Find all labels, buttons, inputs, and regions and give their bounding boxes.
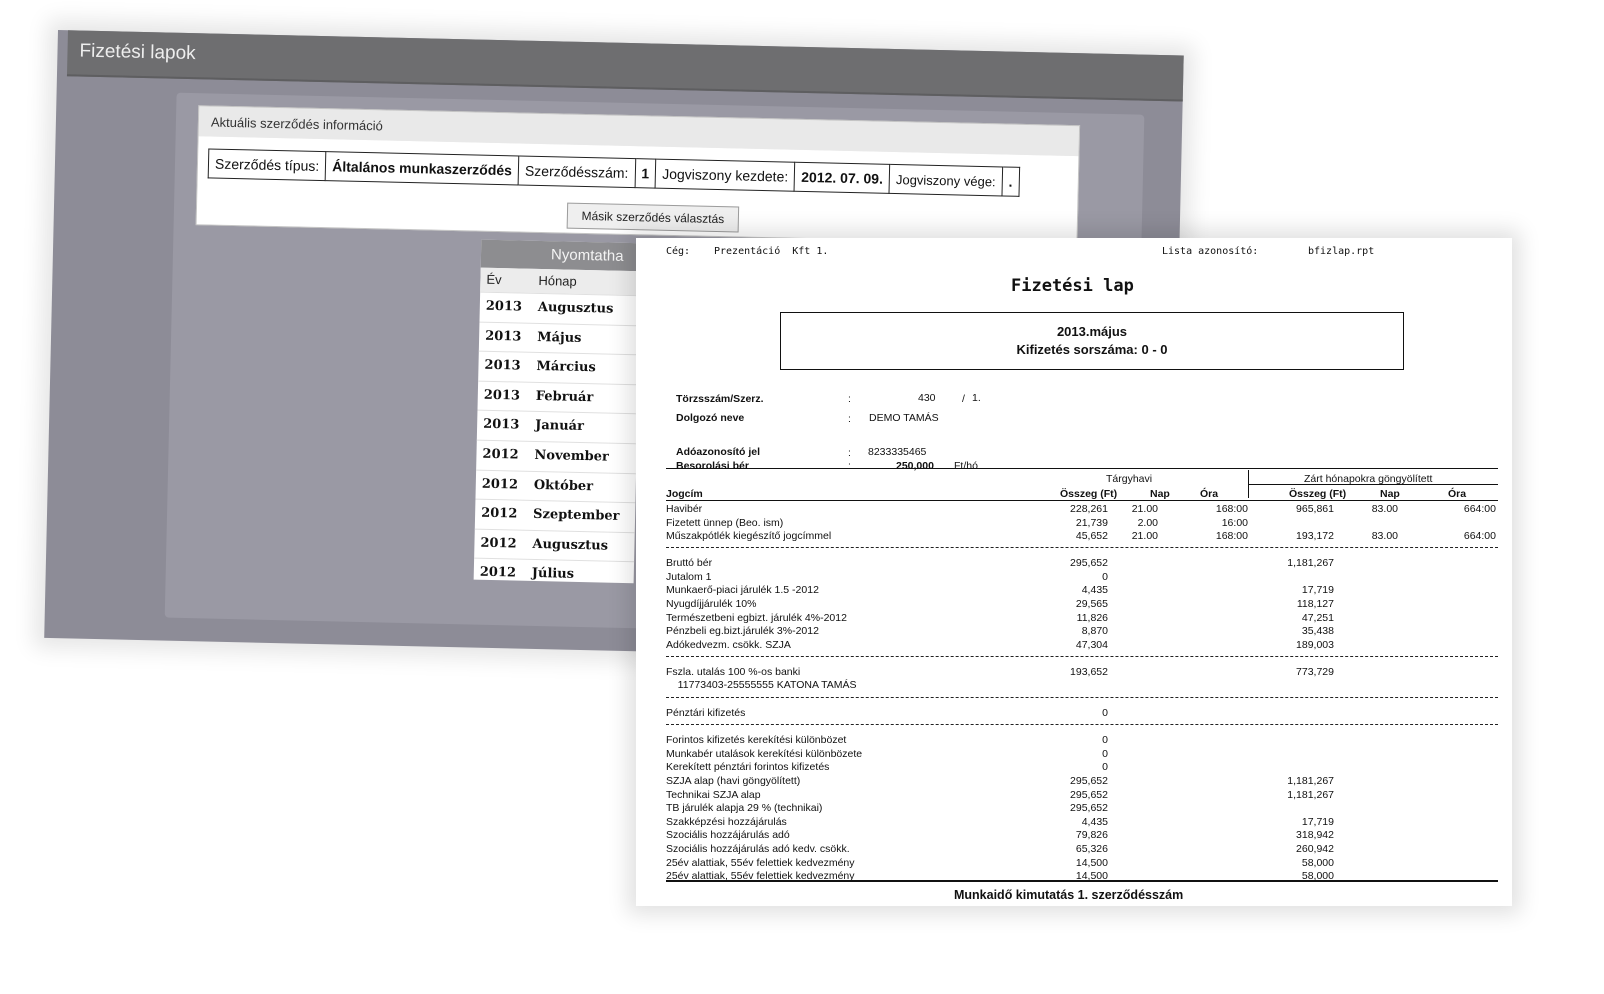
list-row[interactable]	[477, 410, 638, 443]
item-name: SZJA alap (havi göngyölített)	[666, 775, 801, 787]
contract-start-label: Jogviszony kezdete:	[655, 159, 795, 191]
torzs-colon: :	[848, 393, 851, 405]
current-amount: 295,652	[1070, 557, 1108, 569]
column-year[interactable]: Év	[486, 271, 502, 288]
current-amount: 14,500	[1075, 870, 1108, 882]
contract-number-value: 1	[635, 159, 656, 188]
row-year: 2012	[480, 505, 518, 522]
cumulative-days: 83.00	[1371, 530, 1398, 542]
current-days: 2.00	[1137, 517, 1158, 529]
header-hour: Óra	[1200, 488, 1219, 500]
header-cum-hour: Óra	[1448, 488, 1467, 500]
current-amount: 21,739	[1075, 517, 1108, 529]
cumulative-amount: 17,719	[1301, 584, 1334, 596]
item-name: Adókedvezm. csökk. SZJA	[666, 639, 791, 651]
cumulative-amount: 58,000	[1301, 857, 1334, 869]
torzs-szerz: 1.	[972, 392, 981, 404]
list-row[interactable]	[476, 440, 637, 473]
row-year: 2013	[484, 357, 521, 374]
current-amount: 295,652	[1070, 789, 1108, 801]
tax-id-value: 8233335465	[868, 446, 927, 458]
row-month: Május	[536, 329, 582, 346]
base-wage-colon: :	[848, 460, 851, 472]
row-month: Február	[535, 388, 594, 406]
contract-end-label: Jogviszony vége:	[889, 164, 1002, 196]
current-amount: 79,826	[1075, 829, 1108, 841]
row-year: 2012	[482, 446, 519, 463]
current-amount: 0	[1102, 707, 1108, 719]
contract-end-value: .	[1002, 167, 1020, 196]
item-name: Műszakpótlék kiegészítő jogcímmel	[666, 530, 832, 542]
current-amount: 45,652	[1075, 530, 1108, 542]
cumulative-amount: 189,003	[1296, 639, 1334, 651]
torzs-value: 430	[918, 392, 936, 404]
header-cum-day: Nap	[1380, 488, 1400, 500]
cumulative-amount: 965,861	[1296, 503, 1334, 515]
item-name: Szakképzési hozzájárulás	[666, 816, 787, 828]
employee-name-value: DEMO TAMÁS	[869, 412, 939, 424]
current-hours: 168:00	[1215, 530, 1248, 542]
row-year: 2013	[485, 328, 522, 345]
current-amount: 193,652	[1070, 666, 1108, 678]
current-amount: 65,326	[1075, 843, 1108, 855]
list-id-value: bfizlap.rpt	[1308, 246, 1375, 257]
current-amount: 0	[1102, 571, 1108, 583]
cumulative-days: 83.00	[1371, 503, 1398, 515]
employee-name-label: Dolgozó neve	[676, 412, 745, 424]
current-days: 21.00	[1131, 503, 1158, 515]
item-name: Pénzbeli eg.bizt.járulék 3%-2012	[666, 625, 819, 637]
company-label: Cég:	[666, 246, 691, 257]
list-column-headers	[480, 268, 641, 296]
current-amount: 14,500	[1075, 857, 1108, 869]
list-row[interactable]	[480, 292, 641, 325]
list-row[interactable]	[475, 499, 636, 532]
base-wage-label: Besorolási bér	[676, 460, 749, 472]
item-name: 25év alattiak, 55év felettiek kedvezmény	[666, 857, 855, 869]
contract-table	[208, 148, 1020, 196]
document-title: Fizetési lap	[1011, 276, 1134, 296]
current-amount: 0	[1102, 734, 1108, 746]
item-name: Munkabér utalások kerekítési különbözete	[666, 748, 863, 760]
list-header: Nyomtatha	[481, 240, 642, 272]
current-hours: 16:00	[1221, 517, 1248, 529]
choose-other-contract-button[interactable]: Másik szerződés választás	[567, 203, 740, 233]
row-month: Január	[534, 418, 585, 435]
contract-info-panel	[196, 105, 1080, 245]
row-month: November	[534, 447, 609, 465]
row-year: 2013	[483, 387, 521, 404]
list-row[interactable]	[474, 528, 635, 561]
row-year: 2012	[481, 476, 519, 493]
list-row[interactable]	[475, 469, 636, 502]
period-box	[780, 312, 1404, 370]
item-name: Fszla. utalás 100 %-os banki	[666, 666, 801, 678]
item-name: Nyugdíjjárulék 10%	[666, 598, 757, 610]
tax-id-label: Adóazonosító jel	[676, 446, 760, 458]
item-name: Szociális hozzájárulás adó kedv. csökk.	[666, 843, 850, 855]
item-name: 11773403-25555555 KATONA TAMÁS	[666, 679, 857, 691]
cumulative-amount: 193,172	[1296, 530, 1334, 542]
row-month: Október	[533, 477, 594, 494]
base-wage-unit: Ft/hó	[954, 460, 978, 472]
cumulative-amount: 17,719	[1301, 816, 1334, 828]
row-year: 2012	[480, 535, 517, 552]
header-cum-amount: Összeg (Ft)	[1289, 488, 1347, 500]
row-month: Július	[531, 566, 575, 583]
current-amount: 0	[1102, 761, 1108, 773]
item-name: Technikai SZJA alap	[666, 789, 761, 801]
worktime-footer: Munkaidő kimutatás 1. szerződésszám	[954, 888, 1184, 902]
cumulative-amount: 318,942	[1296, 829, 1334, 841]
item-name: Bruttó bér	[666, 557, 713, 569]
contract-type-label: Szerződés típus:	[208, 149, 326, 181]
current-amount: 228,261	[1070, 503, 1108, 515]
current-days: 21.00	[1131, 530, 1158, 542]
cumulative-amount: 1,181,267	[1287, 775, 1334, 787]
group-cumulative: Zárt hónapokra göngyölített	[1304, 473, 1433, 485]
item-name: 25év alattiak, 55év felettiek kedvezmény	[666, 870, 855, 882]
tax-id-colon: :	[848, 447, 851, 459]
current-amount: 8,870	[1081, 625, 1108, 637]
list-row[interactable]	[479, 321, 640, 354]
contract-panel-body	[197, 136, 1079, 244]
row-month: Augusztus	[537, 299, 614, 317]
current-amount: 4,435	[1081, 816, 1108, 828]
row-month: Szeptember	[532, 507, 620, 525]
group-current: Tárgyhavi	[1106, 473, 1153, 485]
company-value: Prezentáció Kft 1.	[714, 246, 829, 257]
row-year: 2013	[485, 298, 523, 315]
row-year: 2012	[479, 565, 517, 581]
base-wage-value: 250,000	[896, 460, 934, 472]
row-month: Augusztus	[532, 536, 609, 554]
payment-number: Kifizetés sorszáma: 0 - 0	[1016, 342, 1168, 357]
current-amount: 4,435	[1081, 584, 1108, 596]
item-name: Munkaerő-piaci járulék 1.5 -2012	[666, 584, 819, 596]
item-name: TB járulék alapja 29 % (technikai)	[666, 802, 823, 814]
item-name: Kerekített pénztári forintos kifizetés	[666, 761, 830, 773]
row-month: Március	[536, 359, 596, 376]
current-amount: 295,652	[1070, 802, 1108, 814]
current-hours: 168:00	[1215, 503, 1248, 515]
item-name: Havibér	[666, 503, 703, 515]
header-day: Nap	[1150, 488, 1170, 500]
current-amount: 47,304	[1075, 639, 1108, 651]
cumulative-amount: 773,729	[1296, 666, 1334, 678]
employee-name-colon: :	[848, 413, 851, 425]
cumulative-amount: 47,251	[1301, 612, 1334, 624]
cumulative-amount: 118,127	[1296, 598, 1334, 610]
window-title-bar	[67, 30, 1184, 101]
contract-start-value: 2012. 07. 09.	[794, 162, 889, 193]
item-name: Fizetett ünnep (Beo. ism)	[666, 517, 784, 529]
item-name: Természetbeni egbizt. járulék 4%-2012	[666, 612, 847, 624]
item-name: Jutalom 1	[666, 571, 712, 583]
contract-panel-title: Aktuális szerződés információ	[210, 114, 384, 134]
window-title: Fizetési lapok	[79, 40, 196, 65]
torzs-label: Törzsszám/Szerz.	[676, 393, 764, 405]
list-row[interactable]	[473, 558, 634, 591]
period-value: 2013.május	[1056, 324, 1128, 339]
current-amount: 295,652	[1070, 775, 1108, 787]
current-amount: 11,826	[1076, 612, 1108, 624]
payslip-period-list	[474, 240, 642, 584]
list-row[interactable]	[477, 380, 638, 413]
current-amount: 0	[1102, 748, 1108, 760]
header-item: Jogcím	[666, 488, 703, 500]
item-name: Szociális hozzájárulás adó	[666, 829, 790, 841]
header-amount: Összeg (Ft)	[1060, 488, 1118, 500]
payslip-document	[636, 238, 1512, 906]
cumulative-amount: 260,942	[1296, 843, 1334, 855]
cumulative-hours: 664:00	[1463, 530, 1496, 542]
cumulative-amount: 58,000	[1301, 870, 1334, 882]
cumulative-amount: 1,181,267	[1287, 557, 1334, 569]
column-month[interactable]: Hónap	[538, 272, 577, 289]
list-row[interactable]	[478, 351, 639, 384]
contract-number-label: Szerződésszám:	[518, 156, 635, 188]
list-id-label: Lista azonosító:	[1162, 246, 1259, 257]
current-amount: 29,565	[1075, 598, 1108, 610]
cumulative-hours: 664:00	[1463, 503, 1496, 515]
torzs-separator: /	[962, 393, 965, 405]
item-name: Pénztári kifizetés	[666, 707, 746, 719]
cumulative-amount: 1,181,267	[1287, 789, 1334, 801]
item-name: Forintos kifizetés kerekítési különbözet	[666, 734, 847, 746]
row-year: 2013	[482, 417, 520, 433]
contract-type-value: Általános munkaszerződés	[325, 152, 518, 185]
cumulative-amount: 35,438	[1301, 625, 1334, 637]
